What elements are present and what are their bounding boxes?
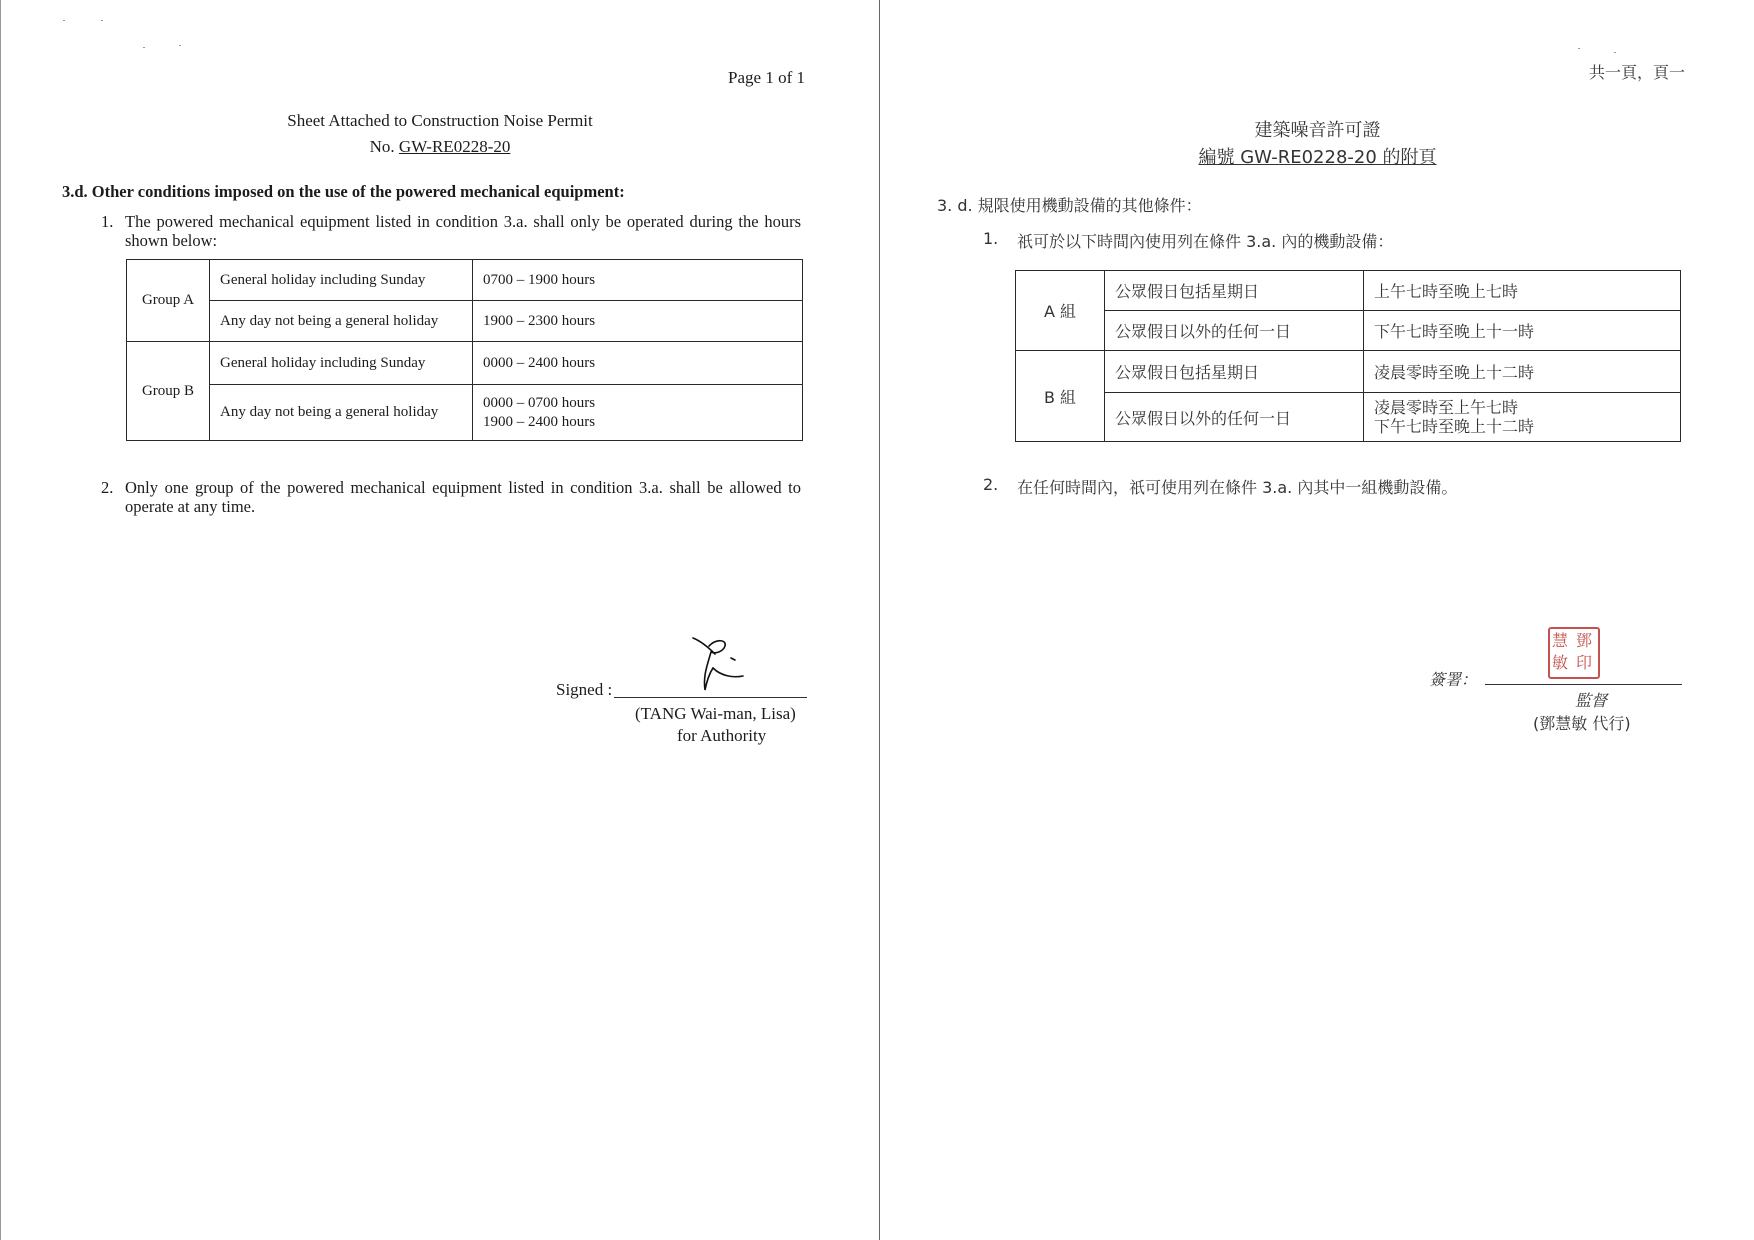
table-row (1016, 311, 1681, 351)
chinese-sheet (879, 0, 1754, 1240)
hours-line: 1900 – 2400 hours (483, 413, 596, 430)
hours-cell (1364, 393, 1681, 442)
group-a-cell: A 組 (1016, 271, 1105, 351)
scan-speck (1578, 48, 1580, 49)
table-row (127, 260, 803, 301)
group-a-cell: Group A (127, 260, 210, 342)
operating-hours-table (126, 259, 803, 441)
document-subtitle: 編號 GW-RE0228-20 的附頁 (1198, 147, 1437, 168)
scan-speck (179, 45, 181, 46)
condition-item-2 (101, 478, 801, 518)
signed-label: 簽署： (1429, 670, 1478, 689)
hours-cell: 0000 – 2400 hours (473, 342, 803, 385)
hours-cell (473, 385, 803, 441)
signed-label: Signed : (556, 680, 613, 699)
signature-line (614, 697, 807, 698)
seal-character: 敏 (1552, 653, 1569, 672)
hours-line: 0000 – 0700 hours (483, 394, 596, 411)
day-type-cell: Any day not being a general holiday (210, 385, 473, 441)
day-type-cell: General holiday including Sunday (210, 260, 473, 301)
table-row (1016, 351, 1681, 393)
table-row (1016, 393, 1681, 442)
signer-role: for Authority (677, 726, 767, 745)
item-number: 1. (101, 212, 114, 231)
item-text: 在任何時間內，祇可使用列在條件 3.a. 內其中一組機動設備。 (1017, 478, 1458, 497)
handwritten-signature (681, 632, 751, 694)
item-number: 2. (983, 475, 999, 494)
table-row (127, 385, 803, 441)
acting-officer-note: (鄧慧敏 代行) (1533, 714, 1631, 733)
day-type-cell: 公眾假日以外的任何一日 (1105, 311, 1364, 351)
scan-speck (143, 47, 145, 48)
permit-number: GW-RE0228-20 (398, 137, 511, 156)
hours-cell: 凌晨零時至晚上十二時 (1364, 351, 1681, 393)
scan-speck (1614, 52, 1616, 53)
item-number: 2. (101, 478, 114, 497)
table-row (127, 301, 803, 342)
table-row (1016, 271, 1681, 311)
hours-line: 凌晨零時至上午七時 (1374, 398, 1519, 417)
page-number: 共一頁，頁一 (1588, 63, 1685, 82)
official-seal-stamp (1548, 627, 1600, 679)
group-b-cell: Group B (127, 342, 210, 441)
document-title: Sheet Attached to Construction Noise Permit (287, 111, 593, 130)
day-type-cell: 公眾假日以外的任何一日 (1105, 393, 1364, 442)
permit-label: No. (369, 137, 395, 156)
page-number: Page 1 of 1 (728, 68, 805, 87)
item-text: 祇可於以下時間內使用列在條件 3.a. 內的機動設備： (1017, 232, 1394, 251)
section-heading: 3. d. 規限使用機動設備的其他條件： (937, 196, 1202, 215)
condition-item-1 (101, 212, 801, 252)
hours-cell: 下午七時至晚上十一時 (1364, 311, 1681, 351)
item-text: Only one group of the powered mechanical equipment listed in condition 3.a. shall be allowed to operate at any time. (125, 478, 801, 516)
item-text: The powered mechanical equipment listed in condition 3.a. shall only be operated during the hours shown below: (125, 212, 801, 250)
document-title: 建築噪音許可證 (1254, 120, 1381, 141)
day-type-cell: 公眾假日包括星期日 (1105, 271, 1364, 311)
hours-cell: 1900 – 2300 hours (473, 301, 803, 342)
hours-cell: 0700 – 1900 hours (473, 260, 803, 301)
seal-character: 慧 (1552, 631, 1569, 650)
seal-character: 印 (1576, 653, 1593, 672)
permit-number-line (1, 134, 879, 160)
day-type-cell: Any day not being a general holiday (210, 301, 473, 342)
day-type-cell: General holiday including Sunday (210, 342, 473, 385)
scan-speck (101, 20, 103, 21)
signature-line (1485, 684, 1682, 685)
day-type-cell: 公眾假日包括星期日 (1105, 351, 1364, 393)
hours-cell: 上午七時至晚上七時 (1364, 271, 1681, 311)
table-row (127, 342, 803, 385)
group-b-cell: B 組 (1016, 351, 1105, 442)
supervisor-title: 監督 (1575, 691, 1608, 710)
signer-name: (TANG Wai-man, Lisa) (635, 704, 796, 723)
item-number: 1. (983, 229, 999, 248)
operating-hours-table (1015, 270, 1681, 442)
seal-character: 鄧 (1576, 631, 1593, 650)
scan-speck (63, 20, 65, 21)
hours-line: 下午七時至晚上十二時 (1374, 417, 1535, 436)
section-heading: 3.d. Other conditions imposed on the use of the powered mechanical equipment: (62, 182, 625, 201)
